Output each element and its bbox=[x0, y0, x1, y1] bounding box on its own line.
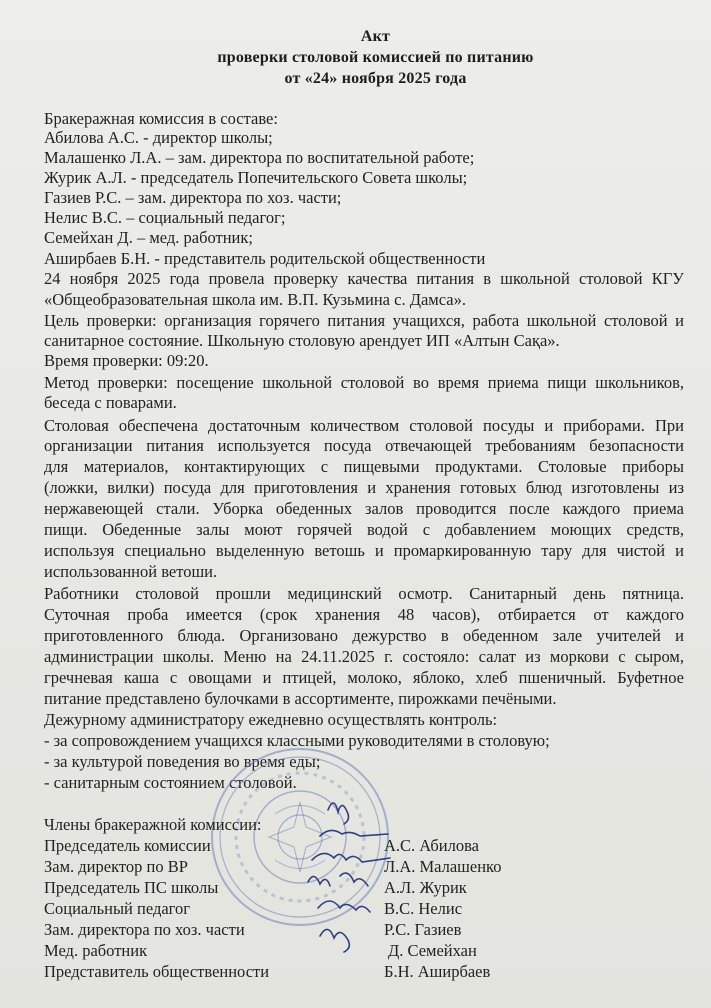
text-line: «Общеобразовательная школа им. В.П. Кузьмина с. Дамса». bbox=[44, 290, 466, 309]
text-line: санитарное состояние. Школьную столовую арендует ИП «Алтын Сақа». bbox=[44, 331, 560, 350]
signature-role: Зам. директор по ВР bbox=[44, 857, 188, 876]
text-line: Нелис В.С. – социальный педагог; bbox=[44, 208, 286, 227]
signature-role: Представитель общественности bbox=[44, 962, 270, 981]
text-line: использованной ветоши. bbox=[44, 562, 218, 581]
signature-name: Л.А. Малашенко bbox=[384, 857, 502, 876]
signature-role: Зам. директора по хоз. части bbox=[44, 920, 245, 939]
text-line: 24 ноября 2025 года провела проверку качества питания в школьной столовой КГУ bbox=[44, 269, 684, 288]
text-line: Журик А.Л. - председатель Попечительского Совета школы; bbox=[44, 168, 468, 187]
text-line: приготовленного блюда. Организовано дежурство в обеденном зале учителей и bbox=[44, 626, 684, 645]
text-line: нержавеющей стали. Уборка обеденных залов проводится после каждого приема bbox=[44, 499, 684, 518]
text-line: Семейхан Д. – мед. работник; bbox=[44, 228, 253, 247]
text-line: Время проверки: 09:20. bbox=[44, 351, 209, 370]
document-title: Акт bbox=[360, 28, 391, 45]
signature-role: Председатель ПС школы bbox=[44, 878, 219, 897]
text-line: Бракеражная комиссия в составе: bbox=[44, 109, 278, 128]
text-line: для материалов, контактирующих с пищевыми продуктами. Столовые приборы bbox=[44, 457, 684, 476]
text-line: Суточная проба имеется (срок хранения 48 часов), отбирается от каждого bbox=[44, 605, 684, 624]
text-line: организации питания используется посуда отвечающей требованиям безопасности bbox=[44, 436, 684, 455]
text-line: Столовая обеспечена достаточным количеством столовой посуды и приборами. При bbox=[44, 416, 684, 435]
signature-name: Б.Н. Аширбаев bbox=[384, 962, 491, 981]
text-line: Газиев Р.С. – зам. директора по хоз. части; bbox=[44, 188, 342, 207]
text-line: Абилова А.С. - директор школы; bbox=[44, 128, 273, 147]
text-line: Цель проверки: организация горячего питания учащихся, работа школьной столовой и bbox=[44, 311, 684, 330]
text-line: питание представлено булочками в ассортименте, пирожками печёными. bbox=[44, 689, 557, 708]
text-line: гречневая каша с овощами и птицей, молоко, яблоко, хлеб пшеничный. Буфетное bbox=[44, 668, 684, 687]
text-line: Малашенко Л.А. – зам. директора по воспитательной работе; bbox=[44, 148, 475, 167]
text-line: беседа с поварами. bbox=[44, 393, 177, 412]
text-line: администрации школы. Меню на 24.11.2025 г. состояло: салат из моркови с сыром, bbox=[44, 647, 684, 666]
text-line: Метод проверки: посещение школьной столовой во время приема пищи школьников, bbox=[44, 373, 684, 392]
signature-name: А.С. Абилова bbox=[384, 836, 479, 855]
text-line: - за культурой поведения во время еды; bbox=[44, 752, 321, 771]
signature-role: Мед. работник bbox=[44, 941, 148, 960]
text-line: Аширбаев Б.Н. - представитель родительской общественности bbox=[44, 249, 486, 268]
signature-role: Социальный педагог bbox=[44, 899, 191, 918]
text-line: Дежурному администратору ежедневно осуществлять контроль: bbox=[44, 710, 498, 729]
signature-role: Председатель комиссии bbox=[44, 836, 211, 855]
text-line: (ложки, вилки) посуда для приготовления и хранения готовых блюд изготовлены из bbox=[44, 478, 684, 497]
signature-name: А.Л. Журик bbox=[384, 878, 467, 897]
text-line: Работники столовой прошли медицинский осмотр. Санитарный день пятница. bbox=[44, 584, 684, 603]
members-heading: Члены бракеражной комиссии: bbox=[44, 815, 262, 834]
signature-name: В.С. Нелис bbox=[384, 899, 463, 918]
text-line: - санитарным состоянием столовой. bbox=[44, 773, 297, 792]
document-subtitle: проверки столовой комиссией по питанию bbox=[217, 49, 534, 66]
document-date: от «24» ноября 2025 года bbox=[284, 70, 467, 87]
signature-name: Р.С. Газиев bbox=[384, 920, 462, 939]
text-line: используя специально выделенную ветошь и промаркированную тару для чистой и bbox=[44, 541, 684, 560]
text-line: - за сопровождением учащихся классными руководителями в столовую; bbox=[44, 731, 550, 750]
signature-name: Д. Семейхан bbox=[388, 941, 477, 960]
text-line: пищи. Обеденные залы моют горячей водой с добавлением моющих средств, bbox=[44, 520, 684, 539]
